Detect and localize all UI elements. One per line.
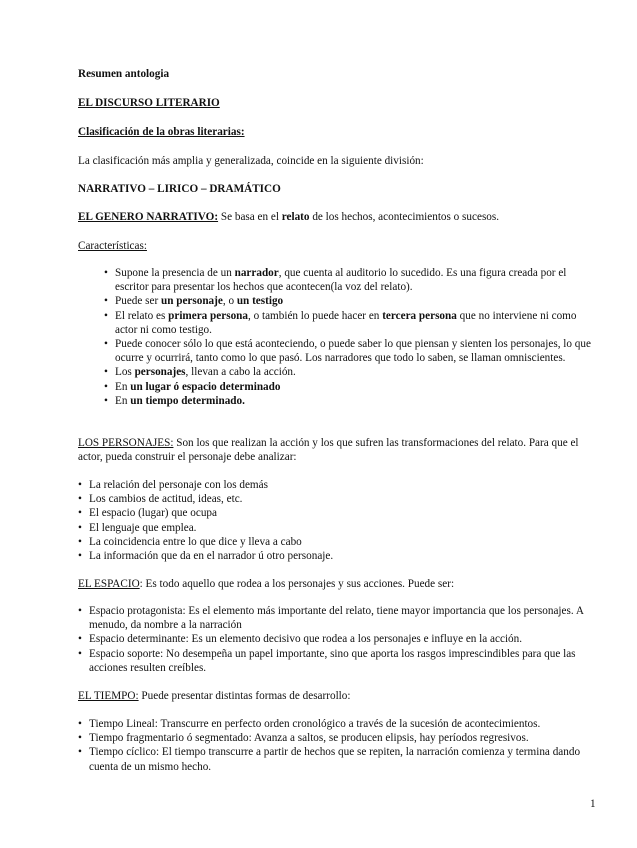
space-paragraph <box>78 577 598 591</box>
list-item: • Los personajes, llevan a cabo la acción. <box>104 365 600 379</box>
classification-heading: Clasificación de la obras literarias: <box>78 126 245 138</box>
narrative-heading: EL GENERO NARRATIVO: <box>78 211 219 223</box>
classification-text: La clasificación más amplia y generalizada, coincide en la siguiente división: <box>78 155 424 167</box>
summary-title: Resumen antologia <box>78 68 170 80</box>
list-item: • Puede ser un personaje, o un testigo <box>104 294 600 308</box>
list-item: • La relación del personaje con los demás <box>78 478 600 492</box>
characters-list <box>78 478 600 563</box>
list-item: • Supone la presencia de un narrador, que cuenta al auditorio lo sucedido. Es una figura creada por el escritor para presentar los hechos que acontecen(la voz del relato). <box>104 266 600 294</box>
characteristics-heading: Características: <box>78 240 147 252</box>
space-list <box>78 604 600 675</box>
time-paragraph <box>78 689 598 703</box>
main-heading: EL DISCURSO LITERARIO <box>78 97 220 109</box>
time-heading: EL TIEMPO: <box>78 690 139 702</box>
list-item: • Espacio determinante: Es un elemento decisivo que rodea a los personajes e influye en la acción. <box>78 632 600 646</box>
list-item: • El espacio (lugar) que ocupa <box>78 506 600 520</box>
list-item: • Tiempo cíclico: El tiempo transcurre a partir de hechos que se repiten, la narración comienza y termina dando cuenta de un mismo hecho. <box>78 745 600 773</box>
narrative-paragraph <box>78 210 598 224</box>
characters-paragraph <box>78 436 598 464</box>
time-list <box>78 717 600 774</box>
list-item: • El relato es primera persona, o también lo puede hacer en tercera persona que no interviene ni como actor ni como testigo. <box>104 309 600 337</box>
genres-line: NARRATIVO – LIRICO – DRAMÁTICO <box>78 183 281 195</box>
page-number: 1 <box>590 798 596 810</box>
list-item: • La coincidencia entre lo que dice y lleva a cabo <box>78 535 600 549</box>
list-item: • Puede conocer sólo lo que está aconteciendo, o puede saber lo que piensan y sienten los personajes, lo que ocurre y ocurrirá, tanto como lo que pasó. Los narradores que todo lo saben, se llaman omniscientes. <box>104 337 600 365</box>
space-text: : Es todo aquello que rodea a los personajes y sus acciones. Puede ser: <box>139 578 455 590</box>
list-item: • En un lugar ó espacio determinado <box>104 380 600 394</box>
list-item: • El lenguaje que emplea. <box>78 521 600 535</box>
list-item: • Espacio protagonista: Es el elemento más importante del relato, tiene mayor importancia que los personajes. A menudo, da nombre a la narración <box>78 604 600 632</box>
space-heading: EL ESPACIO <box>78 578 140 590</box>
characteristics-list <box>104 266 600 408</box>
characters-heading: LOS PERSONAJES: <box>78 437 174 449</box>
time-text: Puede presentar distintas formas de desarrollo: <box>138 690 351 702</box>
list-item: • Tiempo fragmentario ó segmentado: Avanza a saltos, se producen elipsis, hay períodos regresivos. <box>78 731 600 745</box>
list-item: • En un tiempo determinado. <box>104 394 600 408</box>
list-item: • Espacio soporte: No desempeña un papel importante, sino que aporta los rasgos imprescindibles para que las acciones resulten creíbles. <box>78 647 600 675</box>
narrative-text: Se basa en el <box>218 211 282 223</box>
narrative-text-end: de los hechos, acontecimientos o sucesos. <box>309 211 500 223</box>
narrative-bold: relato <box>281 211 310 223</box>
list-item: • Los cambios de actitud, ideas, etc. <box>78 492 600 506</box>
list-item: • La información que da en el narrador ú otro personaje. <box>78 549 600 563</box>
list-item: • Tiempo Lineal: Transcurre en perfecto orden cronológico a través de la sucesión de acontecimientos. <box>78 717 600 731</box>
characters-text: Son los que realizan la acción y los que sufren las transformaciones del relato. Para que el actor, pueda construir el personaje debe analizar: <box>78 437 579 464</box>
